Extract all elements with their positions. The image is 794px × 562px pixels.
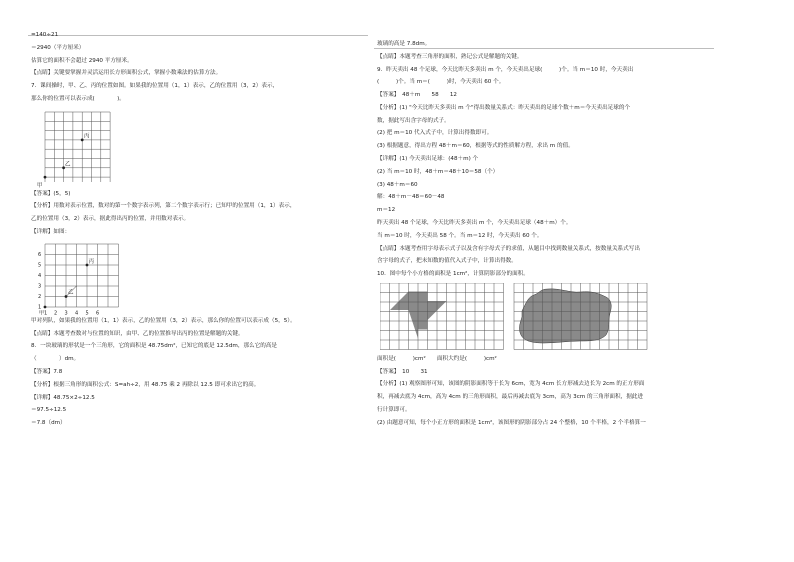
q7-analysis-2: 乙的位置用（3，2）表示，据此得出丙的位置，并用数对表示。: [31, 216, 190, 223]
x-tick: 2: [54, 310, 58, 317]
calc-line: ＝2940（平方厘米）: [31, 44, 85, 51]
x-tick: 6: [96, 310, 100, 317]
q7-point: 【点睛】本题考查数对与位置的知识，由甲、乙的位置推导出丙的位置是解题的关键。: [31, 330, 244, 337]
q7-grid-figure: [31, 108, 361, 190]
q9-text: 9．昨天卖出 48 个足球，今天比昨天多卖出 m 个，今天卖出足球( )个。当 m＝10 时，今天卖出: [377, 66, 634, 73]
left-column: [31, 31, 361, 432]
q10-answer: 【答案】 10 31: [377, 368, 428, 375]
y-tick: 3: [38, 283, 42, 290]
q10-text: 10．图中每个小方格的面积是 1cm²，计算阴影部分的面积。: [377, 271, 529, 278]
q9-analysis-2: 数，据此写出含字母的式子。: [377, 117, 450, 124]
yi-point: [65, 295, 68, 298]
right-column: [377, 40, 707, 432]
jia-point: [44, 175, 47, 178]
q7-grid-lines: [45, 112, 110, 182]
q8-text: 8．一块玻璃的形状是一个三角形，它的面积是 48.75dm²，已知它的底是 12.5dm，那么它的高是: [31, 343, 278, 350]
x-tick: 3: [64, 310, 68, 317]
y-tick: 1: [38, 304, 42, 311]
q10-analysis-4: (2) 由题意可知，每个小正方形的面积是 1cm²，该图形的阴影部分占 24 个整格，10 个半格，2 个半格算一: [377, 419, 646, 426]
q8-analysis: 【分析】根据三角形的面积公式：S=ah÷2，用 48.75 乘 2 再除以 12.5 即可求出它的高。: [31, 381, 260, 388]
estimate-line: 估算它的面积不会超过 2940 平方厘米。: [31, 57, 133, 64]
q7-conclusion: 甲对列队，如果我的位置用（1，1）表示，乙的位置用（3，2）表示，那么你的位置可以表示成（5，5）。: [31, 317, 296, 324]
y-tick: 5: [38, 262, 42, 269]
q7-text: 7．课间操时，甲、乙、丙的位置如图。如果我的位置用（1，1）表示，乙的位置用（3，2）表示，: [31, 83, 279, 90]
q10-analysis-3: 行计算即可。: [377, 406, 411, 413]
y-tick: 2: [38, 294, 42, 301]
q7-text-2: 那么你的位置可以表示成( )。: [31, 95, 125, 102]
q9-conclusion-2: 当 m＝10 时，今天卖出 58 个。当 m＝12 时，今天卖出 60 个。: [377, 232, 543, 239]
q7-coordinate-svg: [35, 241, 135, 317]
q8-detail: 【详解】48.75×2÷12.5: [31, 394, 95, 401]
q7-coordinate-figure: [31, 241, 361, 317]
q8-step-2: ＝7.8（dm）: [31, 420, 66, 427]
yi-label: 乙: [65, 161, 71, 168]
q7-coord-grid-lines: [45, 244, 119, 307]
y-tick: 6: [38, 252, 42, 259]
x-tick: 5: [85, 310, 89, 317]
q9-point-2: 含字母的式子，把未知数的值代入式子中，计算出得数。: [377, 258, 517, 265]
q8-point: 【点睛】本题考查三角形的面积，熟记公式是解题的关键。: [377, 53, 523, 60]
q10-analysis-1: 【分析】(1) 观察图形可知，该图的阴影面积等于长为 6cm，宽为 4cm 长方形减去边长为 2cm 的正方形面: [377, 381, 645, 388]
q8-text-2: （ ）dm。: [31, 356, 80, 363]
q7-analysis-1: 【分析】用数对表示位置，数对的第一个数字表示列，第二个数字表示行；已知甲的位置用（1，1）表示，: [31, 203, 296, 210]
q9-analysis-3: (2) 把 m＝10 代入式子中，计算出得数即可。: [377, 130, 493, 137]
q9-conclusion-1: 昨天卖出 48 个足球，今天比昨天多卖出 m 个，今天卖出足球（48＋m）个。: [377, 219, 572, 226]
jia-label: 甲: [37, 182, 43, 189]
calc-line: =140÷21: [31, 32, 59, 38]
q10-blanks: 面积是( )cm² 面积大约是( )cm²: [377, 355, 497, 362]
yi-label: 乙: [68, 289, 74, 296]
q9-analysis-1: 【分析】(1) "今天比昨天多卖出 m 个"得出数量关系式：昨天卖出的足球个数＋m＝今天卖出足球的个: [377, 104, 631, 111]
tip-line: 【点睛】关键要掌握并灵活运用长方形面积公式，掌握小数乘法的估算方法。: [31, 70, 222, 77]
q9-detail-1: 【详解】(1) 今天卖出足球：(48＋m) 个: [377, 156, 479, 163]
q8-answer: 【答案】7.8: [31, 368, 63, 375]
q10-figures: [377, 283, 707, 355]
q10-figures-svg: [380, 283, 670, 353]
q9-detail-2: (2) 当 m＝10 时，48＋m＝48＋10＝58（个）: [377, 168, 499, 175]
q7-grid-svg: [35, 108, 125, 190]
q9-detail-4: 解：48＋m－48＝60－48: [377, 194, 445, 201]
q8-step-1: ＝97.5÷12.5: [31, 407, 67, 414]
q7-answer: 【答案】(5，5): [31, 190, 71, 197]
q9-analysis-4: (3) 根据题意，得出方程 48＋m＝60，根据等式的性质解方程，求出 m 的值。: [377, 143, 574, 150]
x-tick: 甲1: [39, 310, 48, 317]
q9-text-2: ( )个。当 m＝( )时，今天卖出 60 个。: [377, 79, 505, 86]
q7-detail: 【详解】如图：: [31, 229, 71, 236]
bing-label: 丙: [88, 258, 95, 265]
q9-detail-5: m＝12: [377, 207, 396, 214]
q10-left-grid: [380, 283, 504, 350]
jia-point: [44, 305, 47, 308]
q9-point-1: 【点睛】本题考查用字母表示式子以及含有字母式子的求值，从题目中找到数量关系式，按数量关系式写出: [377, 245, 640, 252]
q9-answer: 【答案】 48＋m 58 12: [377, 92, 457, 99]
bing-label: 丙: [84, 133, 90, 140]
q10-analysis-2: 积，再减去底为 4cm，高为 4cm 的三角形面积，最后再减去底为 3cm，高为 3cm 的三角形面积，据此进: [377, 394, 643, 401]
q9-detail-3: (3) 48＋m＝60: [377, 181, 418, 188]
y-tick: 4: [38, 273, 42, 280]
x-tick: 4: [75, 310, 79, 317]
q8-result: 玻璃的高是 7.8dm。: [377, 41, 431, 47]
